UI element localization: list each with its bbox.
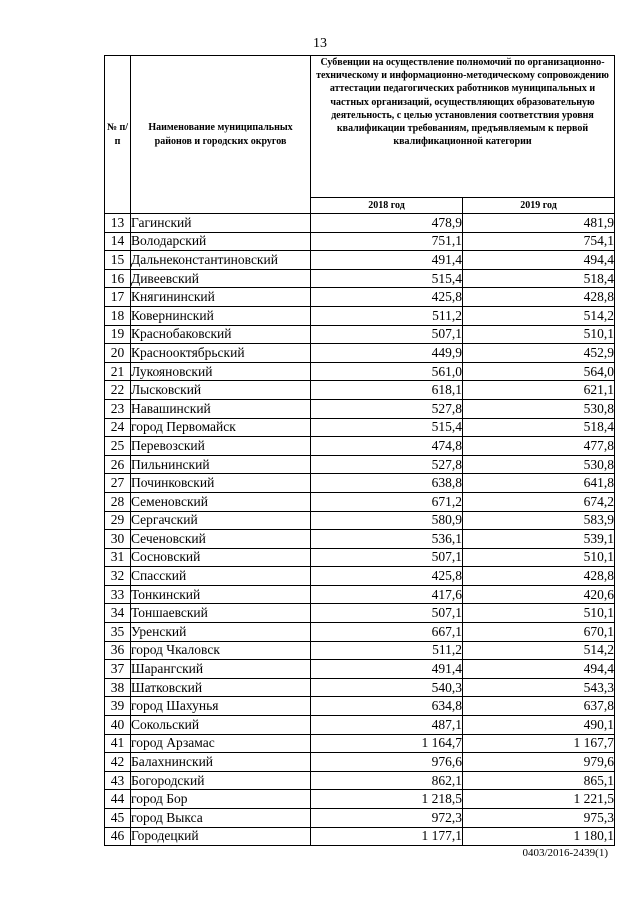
row-number: 20 — [105, 344, 131, 363]
page-number: 13 — [313, 36, 327, 51]
row-name: Сокольский — [131, 716, 311, 735]
row-name: Сеченовский — [131, 530, 311, 549]
row-name: город Первомайск — [131, 418, 311, 437]
row-value-2019: 539,1 — [463, 530, 615, 549]
row-value-2019: 865,1 — [463, 771, 615, 790]
row-value-2019: 494,4 — [463, 660, 615, 679]
row-value-2018: 491,4 — [311, 251, 463, 270]
row-value-2018: 425,8 — [311, 288, 463, 307]
row-value-2019: 583,9 — [463, 511, 615, 530]
row-name: Гагинский — [131, 214, 311, 233]
table-body — [105, 214, 615, 846]
row-number: 41 — [105, 734, 131, 753]
row-value-2018: 561,0 — [311, 362, 463, 381]
table-row — [105, 492, 615, 511]
table-row — [105, 790, 615, 809]
table-row — [105, 771, 615, 790]
row-value-2018: 491,4 — [311, 660, 463, 679]
row-value-2019: 510,1 — [463, 604, 615, 623]
row-name: Краснобаковский — [131, 325, 311, 344]
table-row — [105, 567, 615, 586]
row-value-2018: 972,3 — [311, 809, 463, 828]
table-row — [105, 232, 615, 251]
row-name: Тоншаевский — [131, 604, 311, 623]
table-row — [105, 548, 615, 567]
row-name: Шарангский — [131, 660, 311, 679]
row-name: Краснооктябрьский — [131, 344, 311, 363]
header-year-2018: 2018 год — [311, 198, 463, 214]
row-value-2019: 975,3 — [463, 809, 615, 828]
row-number: 22 — [105, 381, 131, 400]
row-name: город Арзамас — [131, 734, 311, 753]
row-value-2019: 452,9 — [463, 344, 615, 363]
row-name: Ковернинский — [131, 306, 311, 325]
row-number: 23 — [105, 399, 131, 418]
row-value-2019: 1 180,1 — [463, 827, 615, 846]
row-value-2019: 530,8 — [463, 455, 615, 474]
row-value-2018: 474,8 — [311, 437, 463, 456]
row-name: Семеновский — [131, 492, 311, 511]
row-value-2018: 540,3 — [311, 678, 463, 697]
row-value-2018: 1 218,5 — [311, 790, 463, 809]
table-row — [105, 251, 615, 270]
row-number: 13 — [105, 214, 131, 233]
row-number: 29 — [105, 511, 131, 530]
header-number: № п/п — [105, 56, 131, 214]
row-value-2019: 518,4 — [463, 418, 615, 437]
row-number: 35 — [105, 623, 131, 642]
row-value-2019: 670,1 — [463, 623, 615, 642]
row-value-2019: 510,1 — [463, 548, 615, 567]
table-row — [105, 418, 615, 437]
row-name: Тонкинский — [131, 585, 311, 604]
row-number: 36 — [105, 641, 131, 660]
row-name: Княгининский — [131, 288, 311, 307]
row-number: 30 — [105, 530, 131, 549]
row-value-2018: 580,9 — [311, 511, 463, 530]
table-row — [105, 623, 615, 642]
row-value-2019: 518,4 — [463, 269, 615, 288]
row-number: 16 — [105, 269, 131, 288]
row-name: Богородский — [131, 771, 311, 790]
table-row — [105, 437, 615, 456]
row-name: Уренский — [131, 623, 311, 642]
row-value-2019: 754,1 — [463, 232, 615, 251]
row-value-2018: 618,1 — [311, 381, 463, 400]
row-number: 18 — [105, 306, 131, 325]
row-name: Сосновский — [131, 548, 311, 567]
row-number: 25 — [105, 437, 131, 456]
table-row — [105, 381, 615, 400]
row-number: 44 — [105, 790, 131, 809]
row-number: 39 — [105, 697, 131, 716]
row-value-2018: 667,1 — [311, 623, 463, 642]
table-row — [105, 697, 615, 716]
table-row — [105, 399, 615, 418]
row-value-2019: 564,0 — [463, 362, 615, 381]
row-value-2019: 530,8 — [463, 399, 615, 418]
row-value-2018: 417,6 — [311, 585, 463, 604]
row-number: 32 — [105, 567, 131, 586]
row-number: 24 — [105, 418, 131, 437]
table-row — [105, 585, 615, 604]
row-number: 38 — [105, 678, 131, 697]
row-value-2018: 478,9 — [311, 214, 463, 233]
row-name: город Выкса — [131, 809, 311, 828]
table-row — [105, 214, 615, 233]
row-number: 40 — [105, 716, 131, 735]
row-number: 37 — [105, 660, 131, 679]
row-value-2019: 637,8 — [463, 697, 615, 716]
table-row — [105, 641, 615, 660]
row-value-2018: 634,8 — [311, 697, 463, 716]
row-value-2019: 514,2 — [463, 641, 615, 660]
table-row — [105, 716, 615, 735]
row-value-2018: 507,1 — [311, 548, 463, 567]
document-code: 0403/2016-2439(1) — [522, 847, 608, 859]
row-value-2019: 420,6 — [463, 585, 615, 604]
row-value-2018: 507,1 — [311, 325, 463, 344]
row-value-2018: 449,9 — [311, 344, 463, 363]
row-value-2018: 862,1 — [311, 771, 463, 790]
row-value-2018: 515,4 — [311, 418, 463, 437]
table-row — [105, 344, 615, 363]
table-row — [105, 660, 615, 679]
header-subsidy: Субвенции на осуществление полномочий по организационно-техническому и информационно-методическому сопровождению аттестации педагогических работников муниципальных и частных организаций, осуществляющих образовательную деятельность, с целью установления соответствия уровня квалификации требованиям, предъявляемым к первой квалификационной категории — [311, 56, 615, 198]
row-number: 42 — [105, 753, 131, 772]
row-value-2019: 621,1 — [463, 381, 615, 400]
row-name: Балахнинский — [131, 753, 311, 772]
header-year-2019: 2019 год — [463, 198, 615, 214]
row-value-2019: 674,2 — [463, 492, 615, 511]
row-number: 17 — [105, 288, 131, 307]
table-row — [105, 306, 615, 325]
row-value-2018: 1 177,1 — [311, 827, 463, 846]
row-name: Городецкий — [131, 827, 311, 846]
table-row — [105, 809, 615, 828]
row-value-2019: 1 167,7 — [463, 734, 615, 753]
row-number: 19 — [105, 325, 131, 344]
row-name: Дальнеконстантиновский — [131, 251, 311, 270]
row-value-2018: 527,8 — [311, 399, 463, 418]
row-number: 43 — [105, 771, 131, 790]
row-value-2019: 543,3 — [463, 678, 615, 697]
table-row — [105, 734, 615, 753]
row-value-2019: 428,8 — [463, 288, 615, 307]
row-name: город Бор — [131, 790, 311, 809]
row-value-2018: 671,2 — [311, 492, 463, 511]
row-name: Володарский — [131, 232, 311, 251]
row-number: 15 — [105, 251, 131, 270]
row-number: 26 — [105, 455, 131, 474]
row-value-2018: 536,1 — [311, 530, 463, 549]
row-name: Починковский — [131, 474, 311, 493]
row-number: 14 — [105, 232, 131, 251]
row-name: Перевозский — [131, 437, 311, 456]
row-name: Пильнинский — [131, 455, 311, 474]
row-name: Спасский — [131, 567, 311, 586]
row-value-2019: 481,9 — [463, 214, 615, 233]
subsidy-table — [104, 55, 615, 846]
row-name: Шатковский — [131, 678, 311, 697]
table-row — [105, 474, 615, 493]
row-name: город Чкаловск — [131, 641, 311, 660]
row-name: Навашинский — [131, 399, 311, 418]
row-number: 45 — [105, 809, 131, 828]
row-number: 46 — [105, 827, 131, 846]
row-value-2018: 638,8 — [311, 474, 463, 493]
table-row — [105, 604, 615, 623]
table-row — [105, 362, 615, 381]
row-value-2019: 979,6 — [463, 753, 615, 772]
row-name: город Шахунья — [131, 697, 311, 716]
header-name: Наименование муниципальных районов и городских округов — [131, 56, 311, 214]
row-name: Лукояновский — [131, 362, 311, 381]
row-value-2019: 477,8 — [463, 437, 615, 456]
row-value-2018: 507,1 — [311, 604, 463, 623]
row-value-2019: 490,1 — [463, 716, 615, 735]
row-value-2018: 976,6 — [311, 753, 463, 772]
row-number: 28 — [105, 492, 131, 511]
row-number: 27 — [105, 474, 131, 493]
table-row — [105, 753, 615, 772]
row-value-2018: 1 164,7 — [311, 734, 463, 753]
row-value-2018: 515,4 — [311, 269, 463, 288]
row-value-2019: 494,4 — [463, 251, 615, 270]
row-value-2018: 487,1 — [311, 716, 463, 735]
row-value-2018: 751,1 — [311, 232, 463, 251]
table-row — [105, 511, 615, 530]
table-row — [105, 678, 615, 697]
row-value-2018: 425,8 — [311, 567, 463, 586]
row-value-2019: 641,8 — [463, 474, 615, 493]
row-value-2019: 1 221,5 — [463, 790, 615, 809]
row-number: 21 — [105, 362, 131, 381]
row-number: 31 — [105, 548, 131, 567]
row-name: Дивеевский — [131, 269, 311, 288]
row-name: Сергачский — [131, 511, 311, 530]
row-value-2018: 527,8 — [311, 455, 463, 474]
row-number: 34 — [105, 604, 131, 623]
row-value-2018: 511,2 — [311, 641, 463, 660]
table-row — [105, 325, 615, 344]
table-row — [105, 269, 615, 288]
row-value-2018: 511,2 — [311, 306, 463, 325]
table-row — [105, 288, 615, 307]
row-value-2019: 514,2 — [463, 306, 615, 325]
row-value-2019: 428,8 — [463, 567, 615, 586]
table-row — [105, 455, 615, 474]
row-value-2019: 510,1 — [463, 325, 615, 344]
table-row — [105, 827, 615, 846]
row-number: 33 — [105, 585, 131, 604]
row-name: Лысковский — [131, 381, 311, 400]
table-row — [105, 530, 615, 549]
